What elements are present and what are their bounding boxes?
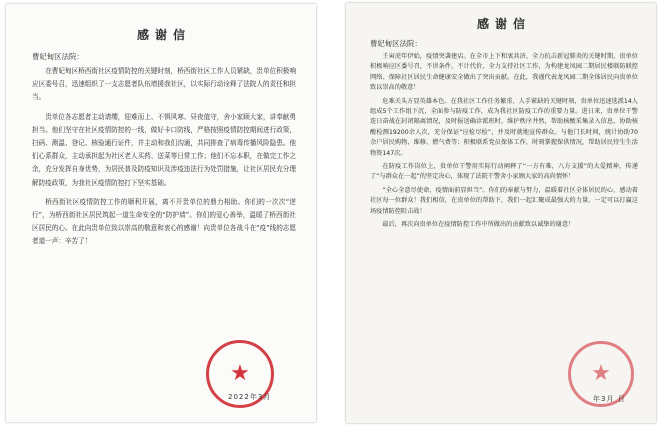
letter-date: 年3月 日 bbox=[593, 395, 626, 403]
star-icon: ★ bbox=[230, 361, 250, 386]
thank-you-letter-left bbox=[6, 4, 316, 422]
letter-paragraph: 贵单位各志愿者主动请缨，迎难而上、不惧风寒、昼夜值守，舍小家顾大家，讲奉献勇担当。他们坚守在社区疫情防控的一线，做好卡口防线，严格按照疫情防控期间进行政策，扫码、测温、登记、核验通行证件，并主动和我们沟通，共同排查了病毒传播风险隐患。他们心系群众，主动承担起为社区老人买药、送菜等日常工作；他们不忘本职，在做完工作之余，充分发挥自身优势，为居民普及防疫知识及涉疫违法行为处罚措施，让社区居民充分理解防疫政策，为我社区疫情防控打下坚实基础。 bbox=[32, 112, 296, 187]
letter-paragraph: “全心全意尽使命，疫情面前显担当”。你们的奉献与努力，温暖着社区全体居民的心，感动着社区每一位群众！我们相信，在贵单位的帮助下，我们一起汇聚成最强大的力量，一定可以打赢这场疫情防控阻击战！ bbox=[370, 186, 638, 215]
letter-title: 感谢信 bbox=[476, 17, 531, 31]
letter-paragraph: 桥西街社区疫情防控工作的顺利开展，离不开贵单位的鼎力相助。你们的一次次“逆行”，为桥西街社区居民筑起一道生命安全的“防护墙”。你们的爱心善举，温暖了桥西街社区居民的心。在此向贵单位致以崇高的敬意和衷心的感谢！向贵单位各战斗在“疫”线的志愿者道一声：辛苦了！ bbox=[32, 197, 296, 246]
letter-salutation: 曹妃甸区法院： bbox=[32, 52, 84, 61]
letter-paragraph: 最后，再次向贵单位在疫情防控工作中所做出的贡献致以诚挚的谢意！ bbox=[382, 221, 575, 229]
star-icon: ★ bbox=[591, 361, 611, 386]
letter-paragraph: 在曹妃甸区桥西街社区疫情防控的关键时刻，桥西街社区工作人员紧缺，贵单位积极响应区委号召，迅速组织了一支志愿者队伍增援我社区，以实际行动诠释了法院人的责任和担当。 bbox=[32, 67, 296, 102]
letter-paragraph: 在防疫工作岗位上，贵单位干警用实际行动阐释了“一方有难，八方支援”的大爱精神，传递了“与群众在一起”的坚定决心，体现了法院干警舍小家顾大家的高尚情怀！ bbox=[370, 163, 638, 181]
letter-date: 2022年3月 bbox=[228, 393, 272, 401]
thank-you-letter-right bbox=[346, 3, 656, 423]
letter-salutation: 曹妃甸区法院： bbox=[370, 39, 422, 48]
letter-paragraph: 危难关头方显英雄本色。在我社区工作任务繁重、人手紧缺的关键时刻，贵单位迅速选派14人组成5个工作组下沉，全面参与防疫工作，成为我社区防疫工作的重要力量。进日来，贵单位干警连日奋战在封闭隔离情况，及时报送确诊派班时，维护秩序井然，帮助核酸采集录入信息，协助核酸检测19200余人次，充分保证“应检尽检”，并及时就地宣传群众。与他门长时间，统计协助70余户居民购物，维修、燃气费等；积极联系党员保体工作，时刻掌握保供情况，帮助居民待生生活物资147次。 bbox=[370, 97, 638, 157]
letter-title: 感谢信 bbox=[136, 28, 191, 42]
letter-paragraph: 壬寅虎年伊始，疫情突袭建店。在全市上下和衷共济、全力抗击新冠肺炎的关键时期，贵单位积极响应区委号召，不讲条件，不计代价，全力支持社区工作，为构建龙凤园二期居民楼联防联控网络、保障社区居民生命健康安全做出了突出贡献。在此，我谨代表龙凤园二期全体居民向贵单位致以崇高的敬意！ bbox=[370, 53, 638, 92]
